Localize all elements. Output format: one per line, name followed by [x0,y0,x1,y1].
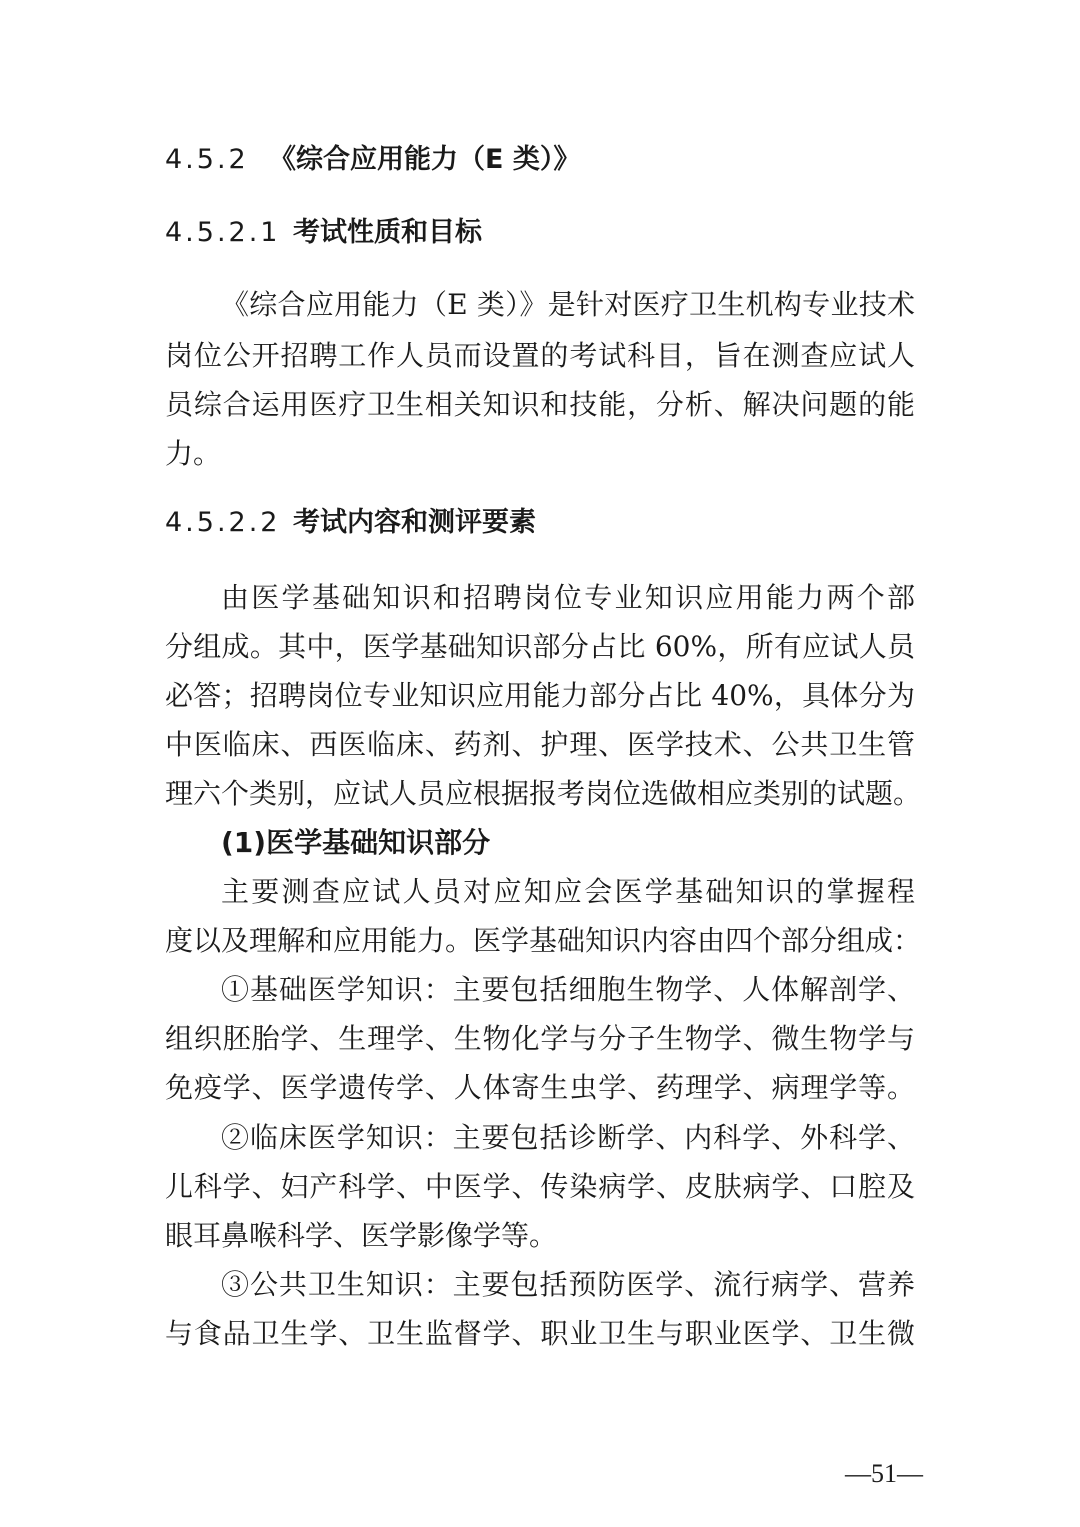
paragraph-line: 岗位公开招聘工作人员而设置的考试科目，旨在测查应试人 [165,339,915,372]
paragraph-line: 《综合应用能力（E 类）》是针对医疗卫生机构专业技术 [221,288,915,321]
paragraph-line: 必答；招聘岗位专业知识应用能力部分占比 40%，具体分为 [165,679,915,712]
paragraph-line: 力。 [165,437,222,470]
page-number: —51— [845,1459,923,1488]
subheading-medical-basics: (1)医学基础知识部分 [221,826,491,859]
section-heading-4-5-2 [165,140,580,180]
paragraph-line: 度以及理解和应用能力。医学基础知识内容由四个部分组成： [165,924,922,957]
list-item-line: ②临床医学知识：主要包括诊断学、内科学、外科学、 [221,1121,915,1154]
paragraph-line: 员综合运用医疗卫生相关知识和技能，分析、解决问题的能 [165,388,915,421]
paragraph-line: 理六个类别，应试人员应根据报考岗位选做相应类别的试题。 [165,777,922,810]
list-item-line: 组织胚胎学、生理学、生物化学与分子生物学、微生物学与 [165,1022,915,1055]
list-item-line: ③公共卫生知识：主要包括预防医学、流行病学、营养 [221,1268,915,1301]
list-item-line: 眼耳鼻喉科学、医学影像学等。 [165,1219,558,1252]
section-title: 考试内容和测评要素 [293,507,536,538]
paragraph-line: 主要测查应试人员对应知应会医学基础知识的掌握程 [221,875,915,908]
section-heading-4-5-2-2 [165,503,536,543]
list-item-line: ①基础医学知识：主要包括细胞生物学、人体解剖学、 [221,973,915,1006]
section-heading-4-5-2-1 [165,213,482,253]
paragraph-line: 由医学基础知识和招聘岗位专业知识应用能力两个部 [221,581,915,614]
paragraph-line: 分组成。其中，医学基础知识部分占比 60%，所有应试人员 [165,630,915,663]
list-item-line: 儿科学、妇产科学、中医学、传染病学、皮肤病学、口腔及 [165,1170,915,1203]
section-number: 4.5.2.2 [165,507,281,538]
section-number: 4.5.2.1 [165,217,281,248]
section-number: 4.5.2 [165,144,249,175]
list-item-line: 免疫学、医学遗传学、人体寄生虫学、药理学、病理学等。 [165,1071,915,1104]
paragraph-line: 中医临床、西医临床、药剂、护理、医学技术、公共卫生管 [165,728,915,761]
list-item-line: 与食品卫生学、卫生监督学、职业卫生与职业医学、卫生微 [165,1317,915,1350]
section-title: 《综合应用能力（E 类）》 [269,144,581,175]
section-title: 考试性质和目标 [293,217,482,248]
